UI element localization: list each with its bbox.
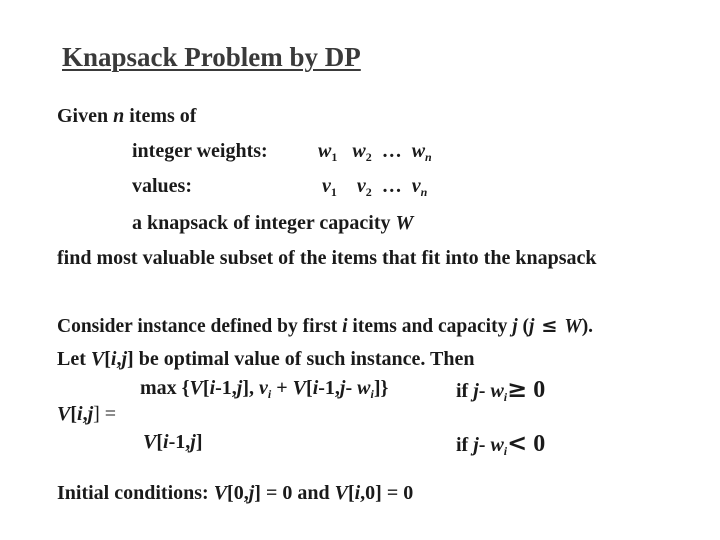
find-line: find most valuable subset of the items that fit into the knapsack xyxy=(57,247,597,269)
ge-symbol: ≥ xyxy=(507,374,528,403)
bracket: [ xyxy=(202,377,210,399)
j-symbol: j xyxy=(473,380,479,402)
consider-text-3: ( xyxy=(517,316,529,337)
W-symbol: W xyxy=(395,212,414,234)
comma: , xyxy=(82,403,88,425)
equals: ] = xyxy=(93,403,117,425)
weights-sequence xyxy=(318,141,432,163)
V-symbol: V xyxy=(292,377,307,399)
condition-1 xyxy=(456,374,546,404)
j-symbol: j xyxy=(529,316,535,337)
i-symbol: i xyxy=(342,316,348,337)
v-sub-i: i xyxy=(267,387,272,401)
w-sub-1: 1 xyxy=(331,150,338,164)
initial-text: Initial conditions: xyxy=(57,482,214,504)
i-symbol: i xyxy=(110,348,117,370)
plus: + xyxy=(271,377,293,399)
v-symbol: v xyxy=(259,377,268,399)
initial-text-2: [0, xyxy=(227,482,249,504)
V-symbol: V xyxy=(334,482,348,504)
j-symbol: j xyxy=(248,482,255,504)
j-symbol: j xyxy=(121,348,128,370)
page-title: Knapsack Problem by DP xyxy=(62,42,361,72)
w-symbol: w xyxy=(490,380,504,402)
consider-text-1: Consider instance defined by first xyxy=(57,316,343,337)
bracket-close: ], xyxy=(242,377,260,399)
v-sub-2: 2 xyxy=(365,185,372,199)
i-symbol: i xyxy=(354,482,361,504)
recurrence-case-2 xyxy=(143,432,202,452)
given-prefix: Given xyxy=(57,105,114,127)
initial-text-4: ,0] = 0 xyxy=(360,482,414,504)
bracket: [ xyxy=(156,431,164,453)
n-symbol: n xyxy=(113,105,125,127)
V-symbol: V xyxy=(189,377,203,399)
j-symbol: j xyxy=(339,377,346,399)
i-symbol: i xyxy=(163,431,169,453)
weights-label: integer weights: xyxy=(132,140,268,162)
minus: - xyxy=(345,377,358,399)
v-symbol: v xyxy=(411,175,421,197)
values-sequence xyxy=(322,176,427,198)
zero: 0 xyxy=(527,431,546,457)
i-symbol: i xyxy=(77,403,83,425)
w-sub-i: i xyxy=(503,390,508,404)
initial-text-3: ] = 0 and xyxy=(254,482,335,504)
w-symbol: w xyxy=(411,140,426,162)
v-symbol: v xyxy=(322,175,331,197)
bracket-close: ]} xyxy=(373,377,389,399)
recurrence-case-1 xyxy=(140,378,388,400)
bracket-close: ] xyxy=(195,431,203,453)
given-suffix: items of xyxy=(124,105,197,127)
let-text-2: ] be optimal value of such instance. Then xyxy=(127,348,475,370)
comma: , xyxy=(116,348,122,370)
capacity-line xyxy=(132,213,413,233)
v-sub-n: n xyxy=(420,185,428,199)
w-symbol: w xyxy=(357,377,371,399)
v-sub-1: 1 xyxy=(330,185,337,199)
consider-line xyxy=(57,316,593,337)
minus-one: -1, xyxy=(215,377,237,399)
i-symbol: i xyxy=(312,377,319,399)
le-symbol: ≤ xyxy=(534,314,565,337)
minus: - xyxy=(478,380,491,402)
v-symbol: v xyxy=(356,175,366,197)
minus-one: -1, xyxy=(318,377,340,399)
if-text: if xyxy=(456,380,474,402)
w-sub-i: i xyxy=(503,444,508,458)
V-symbol: V xyxy=(90,348,105,370)
consider-text-4: ). xyxy=(581,316,594,337)
if-text: if xyxy=(456,434,474,456)
w-sub-n: n xyxy=(425,150,432,164)
bracket: [ xyxy=(347,482,355,504)
v-ellipsis: … xyxy=(381,175,402,197)
condition-2 xyxy=(456,428,546,458)
recurrence-lhs xyxy=(57,404,116,424)
minus: - xyxy=(478,434,491,456)
given-line xyxy=(57,106,196,126)
bracket: [ xyxy=(306,377,313,399)
max-text: max { xyxy=(140,377,190,399)
minus-one: -1, xyxy=(168,431,191,453)
bracket: [ xyxy=(70,403,78,425)
j-symbol: j xyxy=(236,377,243,399)
V-symbol: V xyxy=(213,482,228,504)
capacity-text: a knapsack of integer capacity xyxy=(132,212,396,234)
i-symbol: i xyxy=(209,377,216,399)
j-symbol: j xyxy=(473,434,479,456)
let-text-1: Let xyxy=(57,348,91,370)
lt-symbol: < xyxy=(507,428,528,457)
w-ellipsis: … xyxy=(381,140,402,162)
V-symbol: V xyxy=(57,403,71,425)
j-symbol: j xyxy=(190,431,196,453)
j-symbol: j xyxy=(512,316,518,337)
j-symbol: j xyxy=(87,403,94,425)
bracket: [ xyxy=(104,348,111,370)
V-symbol: V xyxy=(143,431,157,453)
w-sub-2: 2 xyxy=(365,150,372,164)
consider-text-2: items and capacity xyxy=(347,316,513,337)
w-symbol: w xyxy=(490,434,504,456)
initial-conditions-line xyxy=(57,483,413,503)
w-sub-i: i xyxy=(370,387,374,401)
W-symbol: W xyxy=(564,316,582,337)
w-symbol: w xyxy=(318,140,332,162)
zero: 0 xyxy=(527,377,546,403)
w-symbol: w xyxy=(352,140,366,162)
let-line xyxy=(57,349,474,369)
values-label: values: xyxy=(132,175,192,197)
